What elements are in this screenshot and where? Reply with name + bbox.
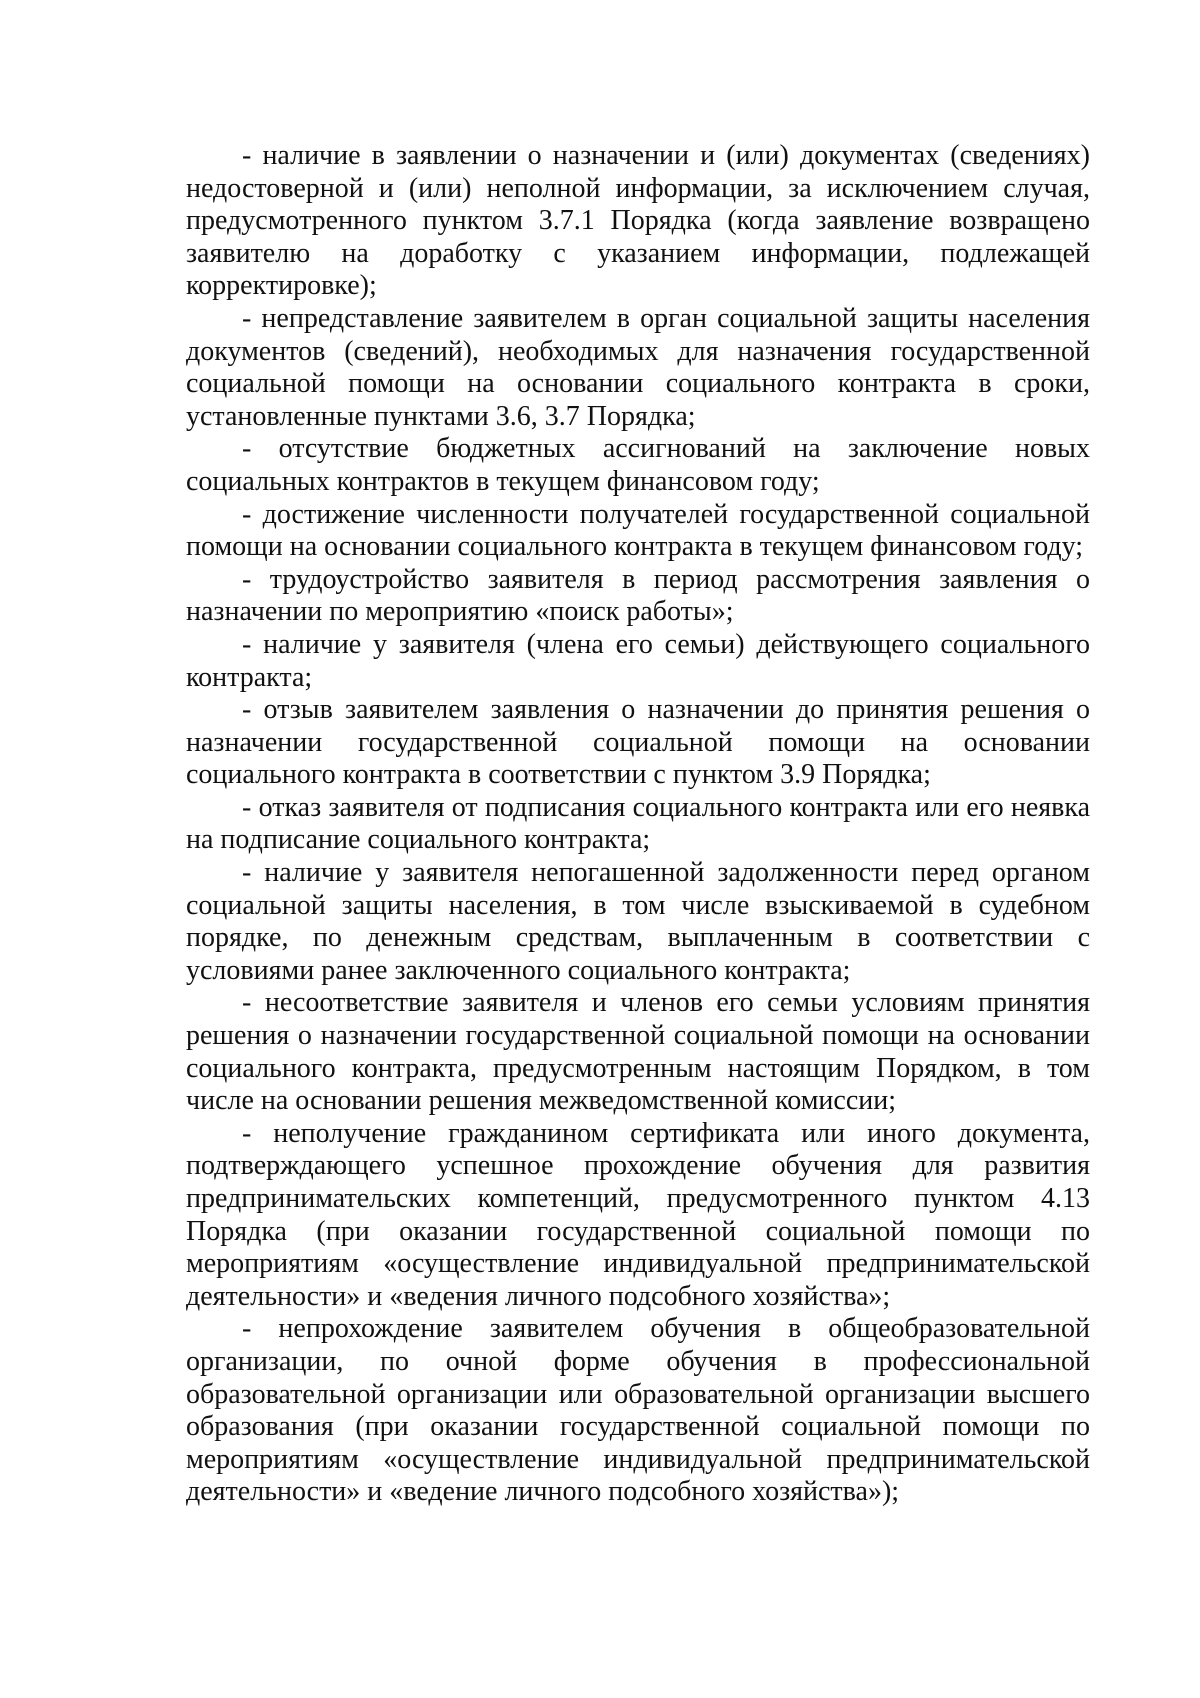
list-item: - непрохождение заявителем обучения в общеобразовательной организации, по очной форме обучения в профессиональной образовательной организации или образовательной организации высшего образования (при оказании государственной социальной помощи по мероприятиям «осуществление индивидуальной предпринимательской деятельности» и «ведение личного подсобного хозяйства»); (186, 1313, 1090, 1508)
list-item: - отсутствие бюджетных ассигнований на заключение новых социальных контрактов в текущем финансовом году; (186, 433, 1090, 497)
list-item: - наличие у заявителя (члена его семьи) действующего социального контракта; (186, 628, 1090, 693)
list-item: - наличие в заявлении о назначении и (или) документах (сведениях) недостоверной и (или) неполной информации, за исключением случая, предусмотренного пунктом 3.7.1 Порядка (когда заявление возвращено заявителю на доработку с указанием информации, подлежащей корректировке); (186, 140, 1090, 302)
list-item: - отказ заявителя от подписания социального контракта или его неявка на подписание социального контракта; (186, 791, 1090, 856)
list-item: - несоответствие заявителя и членов его семьи условиям принятия решения о назначении государственной социальной помощи на основании социального контракта, предусмотренным настоящим Порядком, в том числе на основании решения межведомственной комиссии; (186, 987, 1090, 1117)
list-item: - наличие у заявителя непогашенной задолженности перед органом социальной защиты населения, в том числе взыскиваемой в судебном порядке, по денежным средствам, выплаченным в соответствии с условиями ранее заключенного социального контракта; (186, 857, 1090, 986)
document-body (186, 140, 1090, 1509)
list-item: - трудоустройство заявителя в период рассмотрения заявления о назначении по мероприятию «поиск работы»; (186, 563, 1090, 628)
list-item: - непредставление заявителем в орган социальной защиты населения документов (сведений), необходимых для назначения государственной социальной помощи на основании социального контракта в сроки, установленные пунктами 3.6, 3.7 Порядка; (186, 302, 1090, 432)
list-item: - отзыв заявителем заявления о назначении до принятия решения о назначении государственной социальной помощи на основании социального контракта в соответствии с пунктом 3.9 Порядка; (186, 694, 1090, 791)
list-item: - достижение численности получателей государственной социальной помощи на основании социального контракта в текущем финансовом году; (186, 498, 1090, 563)
list-item: - неполучение гражданином сертификата или иного документа, подтверждающего успешное прохождение обучения для развития предпринимательских компетенций, предусмотренного пунктом 4.13 Порядка (при оказании государственной социальной помощи по мероприятиям «осуществление индивидуальной предпринимательской деятельности» и «ведения личного подсобного хозяйства»; (186, 1117, 1090, 1312)
